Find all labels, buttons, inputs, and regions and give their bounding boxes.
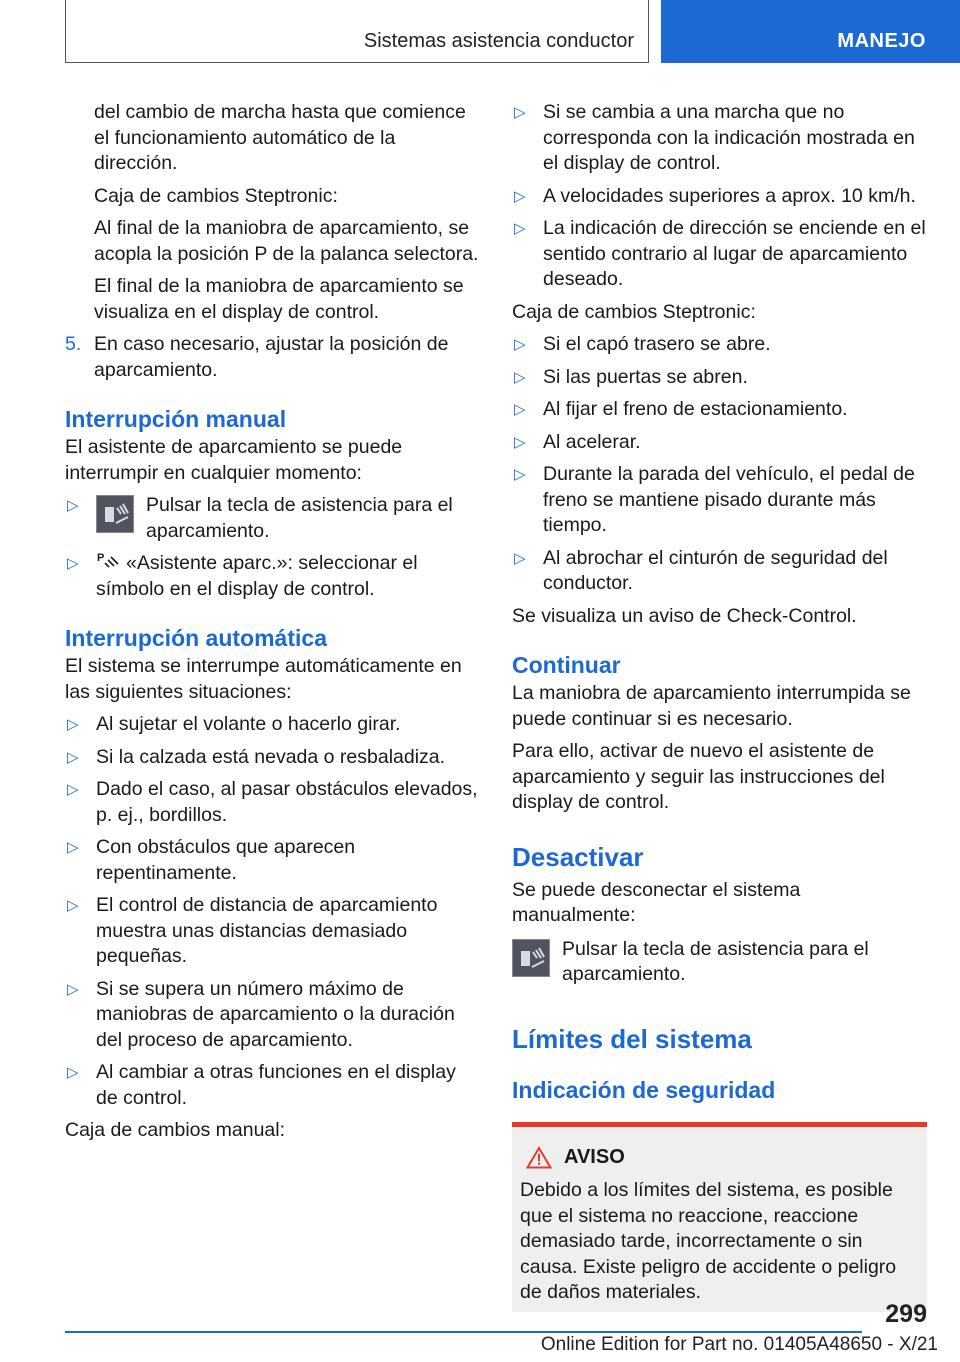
list-item-text: Si las puertas se abren. (543, 365, 748, 388)
list-item (512, 100, 927, 177)
warning-title: AVISO (564, 1145, 625, 1168)
header-section-box (65, 0, 649, 63)
paragraph: Caja de cambios manual: (65, 1119, 286, 1141)
triangle-bullet-icon: ▷ (514, 104, 526, 121)
list-item-text: Al sujetar el volante o hacerlo girar. (96, 713, 401, 735)
list-item (512, 546, 927, 597)
list-item (65, 712, 480, 738)
list-item-text: A velocidades superiores a aprox. 10 km/h. (543, 184, 916, 207)
list-item (512, 462, 927, 539)
list-item-text: Si la calzada está nevada o resbaladiza. (96, 745, 446, 768)
left-column (65, 100, 480, 1151)
footer-edition: Online Edition for Part no. 01405A48650 - X/21 (540, 1334, 938, 1355)
list-item-text: El control de distancia de aparcamiento muestra unas distancias demasiado pequeñas. (96, 894, 438, 967)
warning-text: Debido a los límites del sistema, es posible que el sistema no reaccione, reaccione demasiado tarde, incorrectamente o sin causa. Existe peligro de accidente o peligro de daños materiales. (520, 1179, 897, 1303)
list-item (512, 430, 927, 456)
triangle-bullet-icon: ▷ (67, 897, 79, 914)
warning-box (512, 1122, 927, 1312)
triangle-bullet-icon: ▷ (514, 336, 526, 353)
triangle-bullet-icon: ▷ (67, 497, 79, 514)
parking-assist-button-icon (96, 495, 134, 533)
triangle-bullet-icon: ▷ (514, 549, 526, 567)
triangle-bullet-icon: ▷ (514, 401, 526, 418)
paragraph: Caja de cambios Steptronic: (512, 300, 756, 323)
list-item-text: Durante la parada del vehículo, el pedal de freno se mantiene pisado durante más tiempo. (543, 463, 915, 536)
paragraph: La maniobra de aparcamiento interrumpida se puede continuar si es necesario. (512, 682, 911, 730)
header-chapter-label: MANEJO (837, 30, 926, 52)
list-item-text: Pulsar la tecla de asistencia para el aparcamiento. (146, 494, 453, 542)
list-item (512, 332, 927, 358)
list-item-text: Si se supera un número máximo de maniobras de aparcamiento o la duración del proceso de aparcamiento. (96, 977, 455, 1051)
heading-interrupcion-manual: Interrupción manual (65, 406, 287, 432)
header-section-title: Sistemas asistencia conductor (363, 30, 634, 52)
triangle-bullet-icon: ▷ (67, 980, 79, 998)
right-column (512, 100, 927, 1312)
paragraph: Se visualiza un aviso de Check-Control. (512, 604, 857, 627)
paragraph: Se puede desconectar el sistema manualmente: (512, 878, 801, 926)
key-instruction (512, 937, 927, 988)
paragraph: del cambio de marcha hasta que comience el funcionamiento automático de la dirección. (94, 101, 466, 174)
step-item (65, 332, 480, 383)
list-item-text: Al abrochar el cinturón de seguridad del conductor. (543, 546, 888, 594)
triangle-bullet-icon: ▷ (67, 555, 79, 572)
heading-indicacion-seguridad: Indicación de seguridad (512, 1076, 776, 1103)
triangle-bullet-icon: ▷ (514, 433, 526, 451)
triangle-bullet-icon: ▷ (514, 220, 526, 237)
paragraph: Caja de cambios Steptronic: (94, 184, 338, 207)
list-item (65, 835, 480, 886)
list-item (512, 184, 927, 210)
page-header (0, 0, 960, 66)
list-item-text: Al cambiar a otras funciones en el display de control. (96, 1061, 456, 1109)
warning-header (526, 1145, 919, 1171)
list-item (512, 365, 927, 391)
warning-triangle-icon (526, 1146, 552, 1169)
parking-assistant-symbol-icon (96, 551, 120, 571)
list-item-text: Al fijar el freno de estacionamiento. (543, 398, 848, 420)
header-chapter-tab (661, 0, 960, 63)
list-item (65, 977, 480, 1054)
list-item-text: Con obstáculos que aparecen repentinamente. (96, 836, 356, 884)
heading-continuar: Continuar (512, 652, 621, 678)
list-item-text: Si se cambia a una marcha que no corresponda con la indicación mostrada en el display de control. (543, 101, 915, 174)
list-item-text: Dado el caso, al pasar obstáculos elevados, p. ej., bordillos. (96, 778, 478, 826)
triangle-bullet-icon: ▷ (67, 716, 79, 733)
svg-text:P: P (97, 552, 105, 564)
paragraph: Al final de la maniobra de aparcamiento, se acopla la posición P de la palanca selectora. (94, 217, 479, 265)
list-item-text: Si el capó trasero se abre. (543, 333, 771, 355)
list-item-text: Al acelerar. (543, 430, 641, 453)
list-item (65, 745, 480, 771)
triangle-bullet-icon: ▷ (67, 781, 79, 798)
list-item (65, 551, 480, 602)
heading-interrupcion-automatica: Interrupción automática (65, 625, 327, 651)
list-item-text: «Asistente aparc.»: seleccionar el símbolo en el display de control. (96, 552, 418, 600)
page-number: 299 (885, 1300, 927, 1328)
paragraph: El final de la maniobra de aparcamiento se visualiza en el display de control. (94, 275, 464, 323)
heading-limites: Límites del sistema (512, 1023, 752, 1054)
list-item (512, 216, 927, 293)
triangle-bullet-icon: ▷ (67, 748, 79, 766)
footer-divider (65, 1331, 862, 1333)
triangle-bullet-icon: ▷ (514, 368, 526, 386)
triangle-bullet-icon: ▷ (67, 839, 79, 856)
list-item-text: La indicación de dirección se enciende en el sentido contrario al lugar de aparcamiento deseado. (543, 217, 926, 290)
list-item (65, 1060, 480, 1111)
paragraph: El sistema se interrumpe automáticamente en las siguientes situaciones: (65, 655, 462, 703)
triangle-bullet-icon: ▷ (67, 1064, 79, 1081)
step-text: En caso necesario, ajustar la posición de aparcamiento. (94, 333, 449, 381)
list-item (65, 493, 480, 544)
triangle-bullet-icon: ▷ (514, 466, 526, 483)
paragraph: El asistente de aparcamiento se puede interrumpir en cualquier momento: (65, 436, 403, 484)
paragraph: Para ello, activar de nuevo el asistente de aparcamiento y seguir las instrucciones del display de control. (512, 740, 885, 813)
heading-desactivar: Desactivar (512, 841, 644, 872)
list-item (512, 397, 927, 423)
list-item (65, 777, 480, 828)
step-number: 5. (65, 333, 82, 355)
key-instruction-text: Pulsar la tecla de asistencia para el aparcamiento. (562, 937, 869, 985)
parking-assist-button-icon (512, 939, 550, 977)
triangle-bullet-icon: ▷ (514, 187, 526, 205)
list-item (65, 893, 480, 970)
